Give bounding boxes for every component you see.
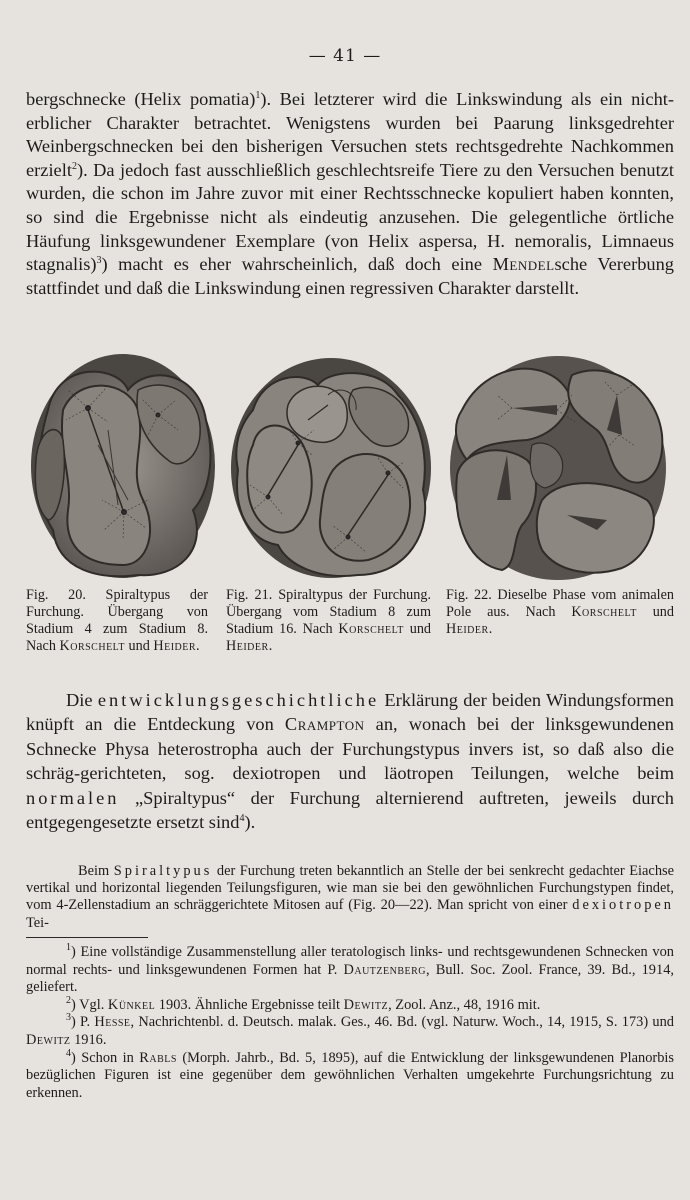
emphasized-text: Spiraltypus bbox=[113, 863, 213, 879]
caption-text: . bbox=[268, 638, 273, 654]
author-name: Korschelt bbox=[338, 621, 404, 637]
caption-text: Fig. 22. Dieselbe Phase vom animalen Pole aus. Nach bbox=[446, 587, 674, 620]
text-run: ). Bei letzterer wird die Linkswindung als ein nicht-erblicher Charakter betrachtet. Wenigstens wurden bei Paarung linksgedrehter Weinbergschnecken bei den bisherigen Versuchen stets rechtsgedrehte Nachkommen erzielt bbox=[26, 89, 675, 180]
caption-text: und bbox=[636, 604, 674, 620]
footnote-text: , Bull. Soc. Zool. France, 39. Bd., 1914, geliefert. bbox=[26, 961, 674, 996]
cleavage-stage-4-to-8-illustration bbox=[28, 350, 218, 582]
page-number: — 41 — bbox=[308, 46, 382, 66]
text-run: an, wonach bei der linksgewundenen Schnecke Physa heterostropha auch der Furchungstypus invers ist, so daß also die schräg-gerichteten, sog. dexiotropen und läotropen Teilungen, welche beim bbox=[26, 714, 674, 784]
author-name: Dautzenberg bbox=[343, 961, 427, 978]
figure-20 bbox=[28, 350, 218, 582]
emphasized-text: normalen bbox=[26, 787, 120, 808]
footnote-text: 1916. bbox=[70, 1031, 107, 1048]
author-name: Korschelt bbox=[59, 638, 125, 654]
footnote-text: ) Vgl. bbox=[71, 996, 108, 1013]
footnote-text: (Morph. Jahrb., Bd. 5, 1895), auf die Entwicklung der linksgewundenen Planorbis bezüglichen Figuren ist eine gegenüber dem gewöhnlichen Verhalten umgekehrte Furchungsrichtung zu erkennen. bbox=[26, 1049, 674, 1101]
figure-20-caption bbox=[26, 587, 208, 655]
footnote-2 bbox=[26, 994, 674, 1015]
text-run: bergschnecke (Helix pomatia) bbox=[26, 89, 256, 109]
author-name: Dewitz bbox=[26, 1031, 71, 1048]
small-print-paragraph bbox=[26, 863, 674, 932]
text-run: Beim bbox=[78, 863, 114, 879]
caption-text: . bbox=[196, 638, 200, 654]
footnote-ref-2[interactable]: 2 bbox=[71, 160, 77, 172]
text-run: ). Da jedoch fast ausschließlich geschlechtsreife Tiere zu den Versuchen benutzt wurden, die schon im Jahre zuvor mit einer Rechtsschnecke kopuliert haben konnten, so sind die Ergebnisse nicht als eindeutig anzusehen. Die gelegentliche örtliche Häufung linksgewundener Exemplare (von Helix aspersa, H. nemoralis, Limnaeus stagnalis) bbox=[26, 159, 674, 275]
text-run: der Furchung treten bekanntlich an Stelle der bei senkrecht gedachter Eiachse vertikal und horizontal liegenden Teilungsfiguren, wie man sie bei den gewöhnlichen Furchungstypen findet, vom 4-Zellenstadium an schräggerichtete Mitosen auf (Fig. 20—22). Man spricht von einer bbox=[26, 863, 675, 914]
author-name: Hesse bbox=[94, 1014, 131, 1031]
footnote-text: , Zool. Anz., 48, 1916 mit. bbox=[388, 996, 541, 1013]
author-name: Künkel bbox=[107, 996, 156, 1013]
caption-text: und bbox=[124, 638, 154, 654]
footnote-text: ) P. bbox=[71, 1014, 95, 1031]
author-name: Korschelt bbox=[571, 604, 637, 620]
footnote-divider bbox=[26, 937, 148, 938]
figure-22-caption bbox=[446, 587, 674, 638]
author-name: Heider bbox=[226, 638, 269, 654]
text-run: Erklärung der beiden Windungsformen knüpft an die Entdeckung von bbox=[26, 690, 674, 735]
caption-text: Fig. 21. Spiraltypus der Furchung. Übergang vom Stadium 8 zum Stadium 16. Nach bbox=[226, 587, 431, 637]
footnote-4 bbox=[26, 1047, 674, 1103]
author-name: Rabls bbox=[139, 1049, 177, 1066]
caption-text: Fig. 20. Spiraltypus der Furchung. Übergang von Stadium 4 zum Stadium 8. Nach bbox=[26, 587, 208, 654]
footnotes bbox=[26, 944, 674, 1102]
footnote-ref-4[interactable]: 4 bbox=[239, 812, 245, 824]
figure-row bbox=[0, 350, 690, 585]
author-name: Dewitz bbox=[343, 996, 389, 1013]
emphasized-text: dexiotropen bbox=[572, 897, 674, 914]
footnote-text: ) Schon in bbox=[71, 1049, 140, 1066]
footnote-ref-1[interactable]: 1 bbox=[255, 89, 261, 101]
footnote-text: , Nachrichtenbl. d. Deutsch. malak. Ges., 46. Bd. (vgl. Naturw. Woch., 14, 1915, S. 173) und bbox=[130, 1014, 674, 1031]
text-run: Tei- bbox=[26, 914, 49, 931]
text-run: „Spiraltypus“ der Furchung alternierend auftreten, jeweils durch entgegengesetzte ersetzt sind bbox=[26, 787, 674, 833]
author-name: Mendel bbox=[492, 254, 555, 275]
figure-22 bbox=[447, 350, 669, 582]
footnote-ref-3[interactable]: 3 bbox=[96, 255, 102, 267]
main-paragraph bbox=[26, 88, 674, 300]
cleavage-animal-pole-view-illustration bbox=[447, 350, 669, 582]
author-name: Heider bbox=[153, 638, 197, 654]
footnote-text: ) Eine vollständige Zusammenstellung aller teratologisch links- und rechtsgewundenen Schnecken von normal rechts- und linksgewundenen Formen hat P. bbox=[26, 944, 674, 978]
footnote-mark: 2 bbox=[66, 994, 71, 1006]
footnote-1 bbox=[26, 944, 674, 997]
text-run: sche Vererbung stattfindet und daß die Linkswindung einen regressiven Charakter darstellt. bbox=[26, 254, 674, 298]
footnote-mark: 3 bbox=[66, 1012, 71, 1024]
caption-text: und bbox=[403, 621, 431, 637]
footnote-3 bbox=[26, 1014, 674, 1049]
second-paragraph bbox=[26, 688, 674, 834]
caption-text: . bbox=[488, 621, 493, 637]
footnote-mark: 1 bbox=[66, 942, 71, 954]
figure-21-caption bbox=[226, 587, 431, 655]
emphasized-text: entwicklungsgeschichtliche bbox=[97, 690, 380, 710]
author-name: Heider bbox=[446, 621, 489, 637]
cleavage-stage-8-to-16-illustration bbox=[228, 350, 434, 582]
figure-21 bbox=[228, 350, 434, 582]
text-run: ). bbox=[244, 812, 256, 833]
text-run: ) macht es eher wahrscheinlich, daß doch eine bbox=[101, 254, 493, 275]
text-run: Die bbox=[66, 690, 98, 710]
footnote-mark: 4 bbox=[66, 1047, 71, 1059]
author-name: Crampton bbox=[284, 714, 365, 735]
footnote-text: 1903. Ähnliche Ergebnisse teilt bbox=[155, 996, 344, 1013]
